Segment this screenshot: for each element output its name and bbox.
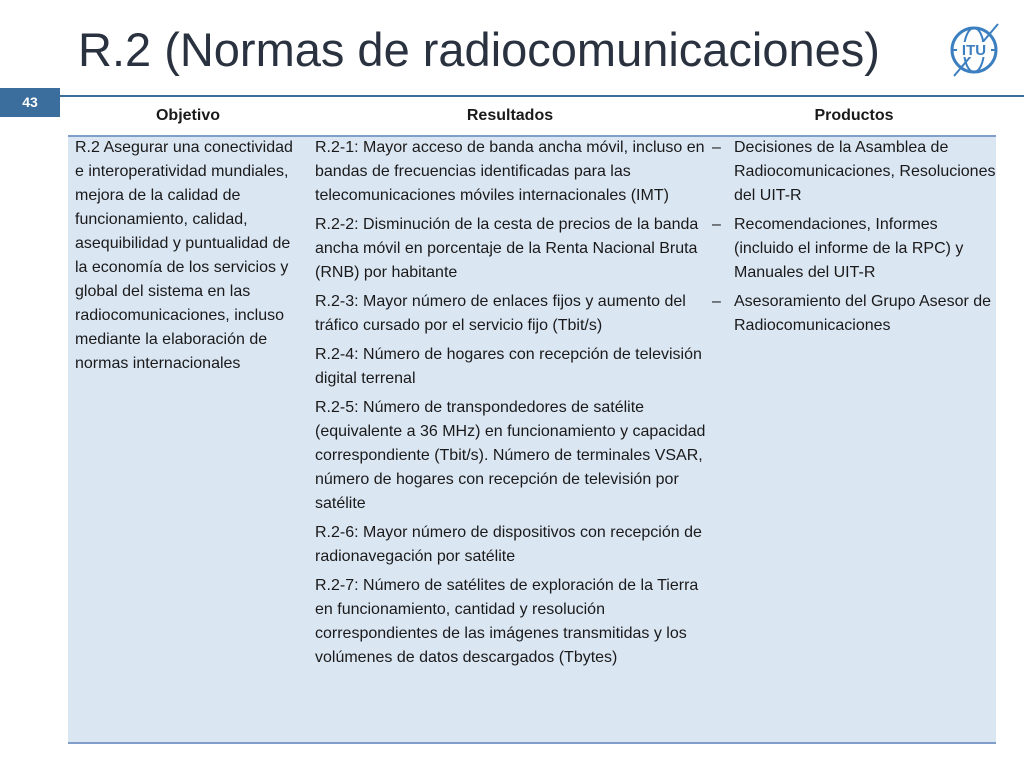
- dash-bullet: –: [712, 293, 721, 310]
- dash-bullet: –: [712, 139, 721, 156]
- dash-bullet: –: [712, 216, 721, 233]
- itu-logo-text: ITU: [961, 42, 987, 59]
- slide-title: R.2 (Normas de radiocomunicaciones): [78, 23, 880, 76]
- header-resultados: Resultados: [466, 107, 554, 124]
- objetivo-text: R.2 Asegurar una conectividad e interoperatividad mundiales, mejora de la calidad de funcionamiento, calidad, asequibilidad y puntualidad de la economía de los servicios y global del sistema en las radiocomunicaciones, incluso mediante la elaboración de normas internacionales: [75, 139, 293, 372]
- resultado-item: R.2-4: Número de hogares con recepción de televisión digital terrenal: [315, 346, 702, 387]
- header-productos: Productos: [814, 107, 894, 124]
- objetivo-cell: [75, 136, 304, 381]
- producto-text: Asesoramiento del Grupo Asesor de Radiocomunicaciones: [734, 293, 992, 334]
- resultado-item: R.2-6: Mayor número de dispositivos con recepción de radionavegación por satélite: [315, 524, 702, 565]
- resultado-item: R.2-7: Número de satélites de exploración de la Tierra en funcionamiento, cantidad y resolución correspondientes de las imágenes transmitidas y los volúmenes de datos descargados (Tbytes): [315, 577, 699, 666]
- resultado-item: R.2-3: Mayor número de enlaces fijos y aumento del tráfico cursado por el servicio fijo (Tbit/s): [315, 293, 686, 334]
- producto-text: Decisiones de la Asamblea de Radiocomunicaciones, Resoluciones del UIT-R: [734, 139, 996, 204]
- resultado-item: R.2-5: Número de transpondedores de satélite (equivalente a 36 MHz) en funcionamiento y capacidad correspondiente (Tbit/s). Número de terminales VSAR, número de hogares con recepción de televisión por satélite: [315, 399, 706, 512]
- producto-text: Recomendaciones, Informes (incluido el informe de la RPC) y Manuales del UIT-R: [734, 216, 964, 281]
- resultado-item: R.2-2: Disminución de la cesta de precios de la banda ancha móvil en porcentaje de la Renta Nacional Bruta (RNB) por habitante: [315, 216, 699, 281]
- table-header: [68, 102, 996, 137]
- page-number: 43: [0, 88, 60, 117]
- resultado-item: R.2-1: Mayor acceso de banda ancha móvil, incluso en bandas de frecuencias identificadas para las telecomunicaciones móviles internacionales (IMT): [315, 139, 705, 204]
- resultados-cell: [315, 136, 707, 675]
- results-table: [68, 102, 996, 744]
- producto-item: [712, 290, 996, 338]
- producto-item: [712, 136, 996, 208]
- productos-cell: [712, 136, 996, 343]
- table-bottom-rule: [68, 742, 996, 744]
- header-objetivo: Objetivo: [155, 107, 220, 124]
- producto-item: [712, 213, 996, 285]
- header-rule: [60, 95, 1024, 97]
- itu-logo-icon: [944, 18, 1004, 82]
